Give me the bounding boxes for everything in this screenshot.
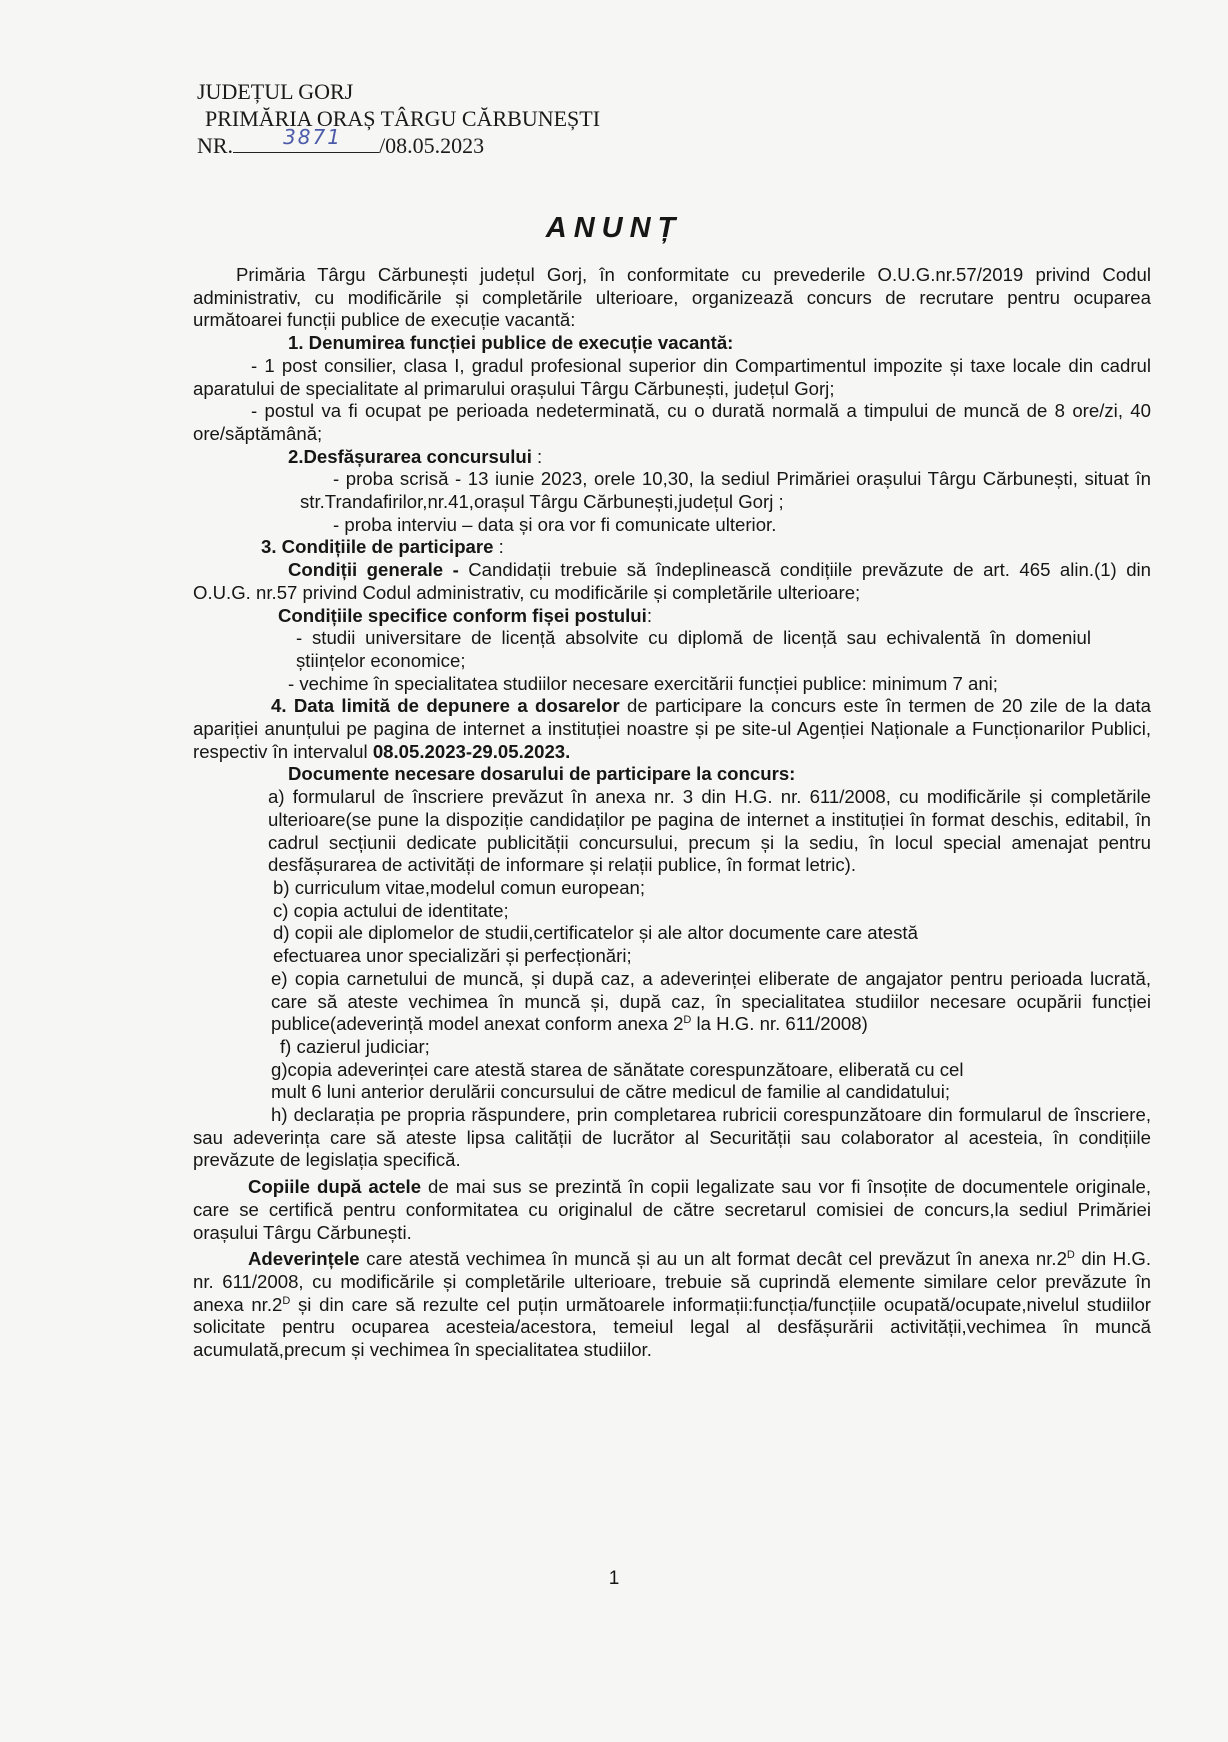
- handwritten-number: 3871: [283, 125, 342, 149]
- document-item-a: a) formularul de înscriere prevăzut în anexa nr. 3 din H.G. nr. 611/2008, cu modificările și completările ulterioare(se pune la dispoziție candidaților pe pagina de internet a instituției în format deschis, editabil, în cadrul secțiunii dedicate publicității concursului, precum și la sediu, în locul special amenajat pentru desfășurarea de activități de informare și relații publice, în format letric).: [268, 786, 1151, 876]
- document-item-f: f) cazierul judiciar;: [280, 1035, 430, 1057]
- certificates-paragraph: [193, 1248, 1151, 1362]
- section-2-heading: [193, 446, 1151, 469]
- specific-condition-2: - vechime în specialitatea studiilor necesare exercitării funcției publice: minimum 7 ani;: [288, 672, 998, 694]
- section-1-item-2: - postul va fi ocupat pe perioada nedeterminată, cu o durată normală a timpului de muncă de 8 ore/zi, 40 ore/săptămână;: [193, 400, 1151, 444]
- section-4-paragraph: [193, 695, 1151, 763]
- office-name: PRIMĂRIA ORAȘ TÂRGU CĂRBUNEȘTI: [205, 106, 601, 131]
- document-item-h: h) declarația pe propria răspundere, prin completarea rubricii corespunzătoare din formularul de înscriere, sau adeverința care să ateste lipsa calității de lucrător al Securității sau colaborator al acesteia, în condițiile prevăzute de legislația specifică.: [193, 1104, 1151, 1171]
- section-1-heading: [193, 332, 1151, 355]
- page-number: 1: [608, 1568, 620, 1589]
- deadline-interval: 08.05.2023-29.05.2023.: [372, 740, 571, 762]
- document-item-b: b) curriculum vitae,modelul comun european;: [273, 876, 646, 898]
- specific-conditions-colon: :: [646, 604, 652, 626]
- section-2-item-1: - proba scrisă - 13 iunie 2023, orele 10,30, la sediul Primăriei orașului Târgu Cărbunești, situat în str.Trandafirilor,nr.41,orașul Târgu Cărbunești,județul Gorj ;: [300, 468, 1151, 513]
- section-3-title: 3. Condițiile de participare: [261, 536, 494, 558]
- annex-superscript: D: [683, 1014, 692, 1027]
- documents-title: Documente necesare dosarului de participare la concurs:: [288, 763, 796, 785]
- section-3-colon: :: [493, 536, 504, 558]
- certificates-text-3: și din care să rezulte cel puțin următoarele informații:funcția/funcțiile ocupată/ocupate,nivelul studiilor solicitate pentru ocuparea acesteia/acestora, temeiul legal al desfășurării activității,vechimea în muncă acumulată,precum și vechimea în specialitatea studiilor.: [193, 1293, 1151, 1361]
- document-item-e: [193, 968, 1151, 1036]
- section-4-text: de participare la concurs este în termen de 20 zile de la data apariției anunțului pe pagina de internet a instituției noastre și pe site-ul Agenției Naționale a Funcționarilor Publici, respectiv în intervalul: [193, 695, 1151, 762]
- general-conditions-label: Condiții generale -: [288, 559, 459, 581]
- specific-conditions-label: Condițiile specifice conform fișei postului: [278, 604, 647, 626]
- document-body: [193, 264, 1151, 1362]
- certificates-label: Adeverințele: [248, 1248, 360, 1270]
- section-2-item-2: - proba interviu – data și ora vor fi comunicate ulterior.: [333, 513, 777, 535]
- nr-date: /08.05.2023: [379, 133, 485, 158]
- nr-label: NR.: [197, 133, 234, 158]
- general-conditions: [193, 559, 1151, 604]
- section-4-title: 4. Data limită de depunere a dosarelor: [271, 695, 620, 717]
- copies-text: de mai sus se prezintă în copii legalizate sau vor fi însoțite de documentele originale, care se certifică pentru conformitatea cu originalul de către secretarul comisiei de concurs,la sediul Primăriei orașului Târgu Cărbunești.: [193, 1176, 1152, 1243]
- section-2-title: 2.Desfășurarea concursului: [288, 445, 532, 467]
- section-3-heading: [193, 536, 1151, 559]
- documents-heading: [193, 763, 1151, 786]
- copies-label: Copiile după actele: [248, 1176, 422, 1198]
- general-conditions-text: Candidații trebuie să îndeplinească condițiile prevăzute de art. 465 alin.(1) din O.U.G. nr.57 privind Codul administrativ, cu modificările și completările ulterioare;: [193, 559, 1152, 603]
- document-item-c: c) copia actului de identitate;: [273, 899, 509, 921]
- specific-condition-1: - studii universitare de licență absolvite cu diplomă de licență sau echivalentă în domeniul științelor economice;: [296, 627, 1091, 671]
- document-item-e-text: e) copia carnetului de muncă, și după caz, a adeverinței eliberate de angajator pentru perioada lucrată, care să ateste vechimea în muncă și, după caz, în specialitatea studiilor necesare ocupării funcției publice(adeverință model anexat conform anexa 2: [271, 967, 1151, 1035]
- annex-superscript: D: [282, 1294, 291, 1307]
- document-item-g: g)copia adeverinței care atestă starea de sănătate corespunzătoare, eliberată cu cel mult 6 luni anterior derulării concursului de către medicul de familie al candidatului;: [271, 1058, 964, 1103]
- registration-number: [197, 125, 600, 159]
- document-item-e-tail: la H.G. nr. 611/2008): [691, 1013, 868, 1035]
- specific-conditions-heading: [193, 605, 1151, 628]
- intro-paragraph: Primăria Târgu Cărbunești județul Gorj, în conformitate cu prevederile O.U.G.nr.57/2019 privind Codul administrativ, cu modificările și completările ulterioare, organizează concurs de recrutare pentru ocuparea următoarei funcții publice de execuție vacantă:: [193, 264, 1151, 331]
- document-item-d: d) copii ale diplomelor de studii,certificatelor și ale altor documente care atestă efectuarea unor specializări și perfecționări;: [273, 922, 918, 967]
- section-1-title: 1. Denumirea funcției publice de execuție vacantă:: [288, 332, 734, 354]
- certificates-text-2: din H.G. nr. 611/2008, cu modificările și completările ulterioare, trebuie să cuprindă elemente similare celor prevăzute în anexa nr.2: [193, 1248, 1151, 1315]
- letterhead: [197, 78, 600, 159]
- annex-superscript: D: [1066, 1249, 1075, 1262]
- section-1-item-1: - 1 post consilier, clasa I, gradul profesional superior din Compartimentul impozite și taxe locale din cadrul aparatului de specialitate al primarului orașului Târgu Cărbunești, județul Gorj;: [193, 354, 1151, 399]
- nr-blank: [233, 125, 379, 153]
- section-2-colon: :: [531, 445, 543, 467]
- county-name: JUDEȚUL GORJ: [197, 79, 354, 104]
- certificates-text-1: care atestă vechimea în muncă și au un alt format decât cel prevăzut în anexa nr.2: [359, 1248, 1067, 1270]
- document-title: ANUNȚ: [545, 212, 683, 244]
- copies-paragraph: [193, 1176, 1151, 1244]
